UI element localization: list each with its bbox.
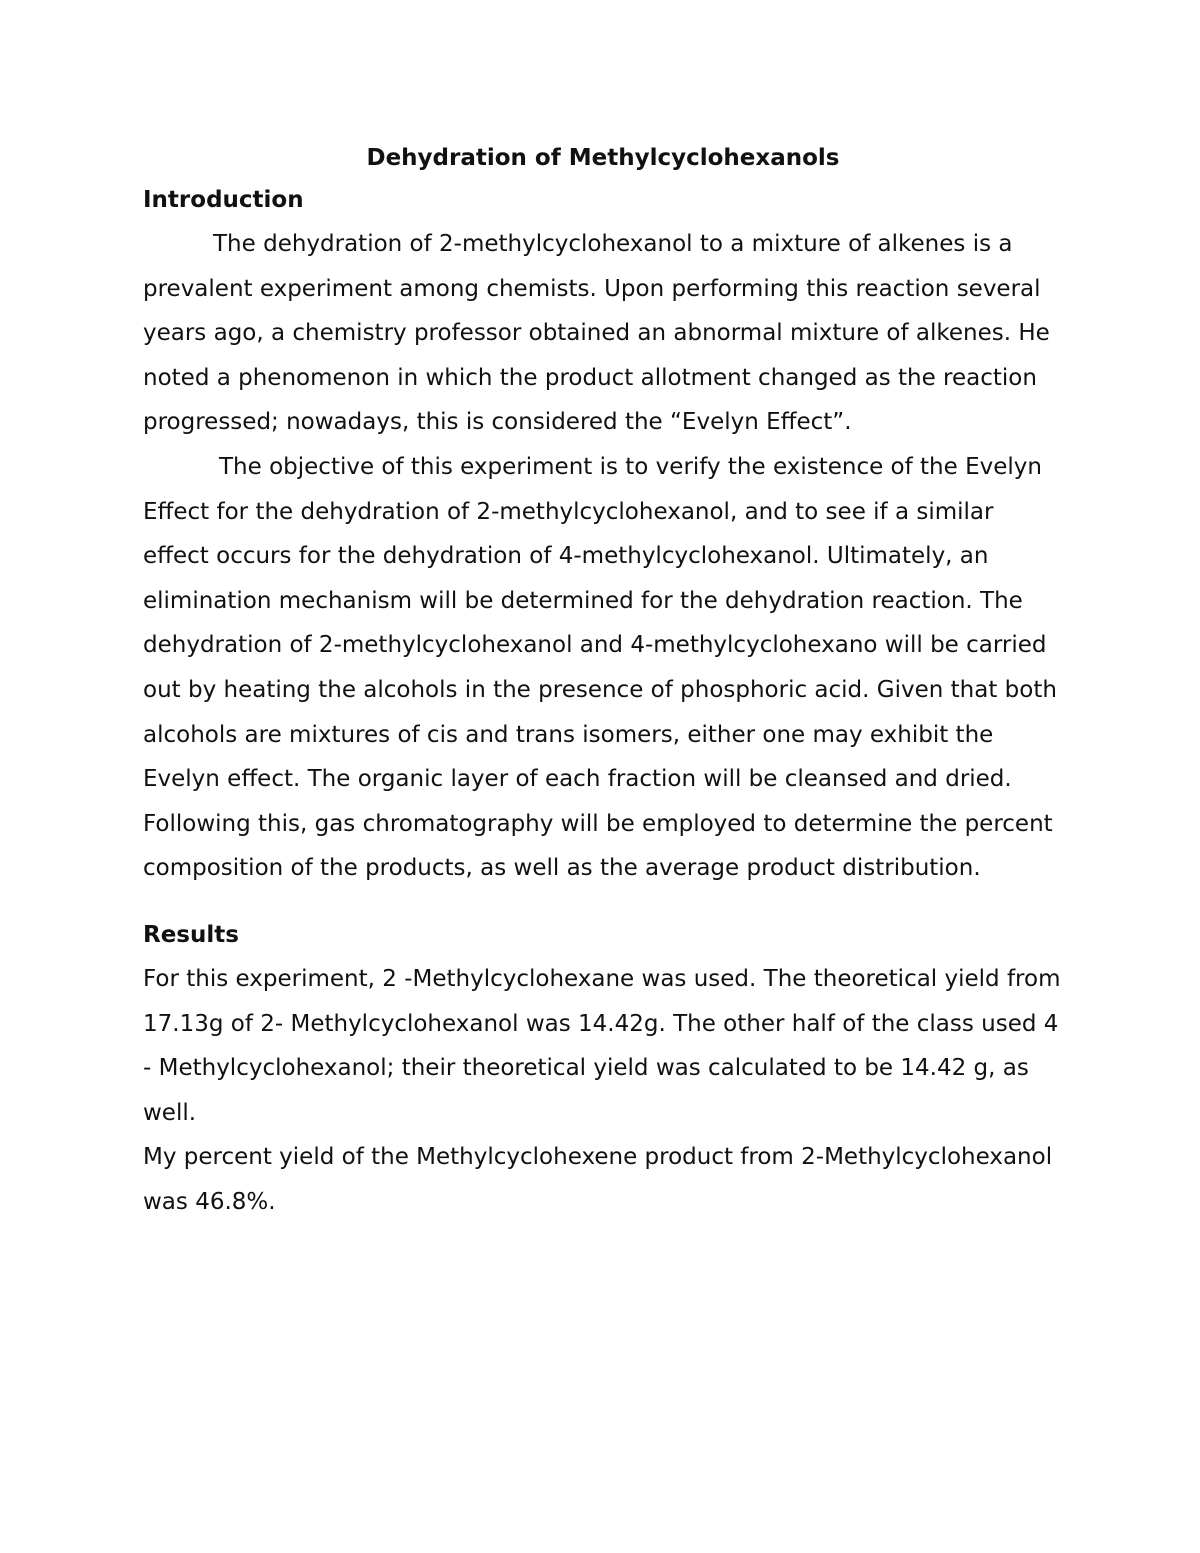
results-paragraph-1: For this experiment, 2 -Methylcyclohexane was used. The theoretical yield from 17.13g of 2- Methylcyclohexanol was 14.42g. The other half of the class used 4 - Methylcyclohexanol; their theoretical yield was calculated to be 14.42 g, as well. (143, 965, 1061, 1126)
results-paragraph-2: My percent yield of the Methylcyclohexene product from 2-Methylcyclohexanol was 46.8%. (143, 1144, 1053, 1215)
introduction-paragraph-1: The dehydration of 2-methylcyclohexanol to a mixture of alkenes is a prevalent experiment among chemists. Upon performing this reaction several years ago, a chemistry professor obtained an abnormal mixture of alkenes. He noted a phenomenon in which the product allotment changed as the reaction progressed; nowadays, this is considered the “Evelyn Effect”. (143, 231, 1050, 436)
introduction-paragraph-2: The objective of this experiment is to verify the existence of the Evelyn Effect for the dehydration of 2-methylcyclohexanol, and to see if a similar effect occurs for the dehydration of 4-methylcyclohexanol. Ultimately, an elimination mechanism will be determined for the dehydration reaction. The dehydration of 2-methylcyclohexanol and 4-methylcyclohexano will be carried out by heating the alcohols in the presence of phosphoric acid. Given that both alcohols are mixtures of cis and trans isomers, either one may exhibit the Evelyn effect. The organic layer of each fraction will be cleansed and dried. Following this, gas chromatography will be employed to determine the percent composition of the products, as well as the average product distribution. (143, 453, 1057, 882)
results-heading: Results (143, 921, 239, 948)
introduction-heading: Introduction (143, 187, 304, 213)
document-body (143, 138, 1063, 1224)
document-title: Dehydration of Methylcyclohexanols (366, 145, 840, 171)
